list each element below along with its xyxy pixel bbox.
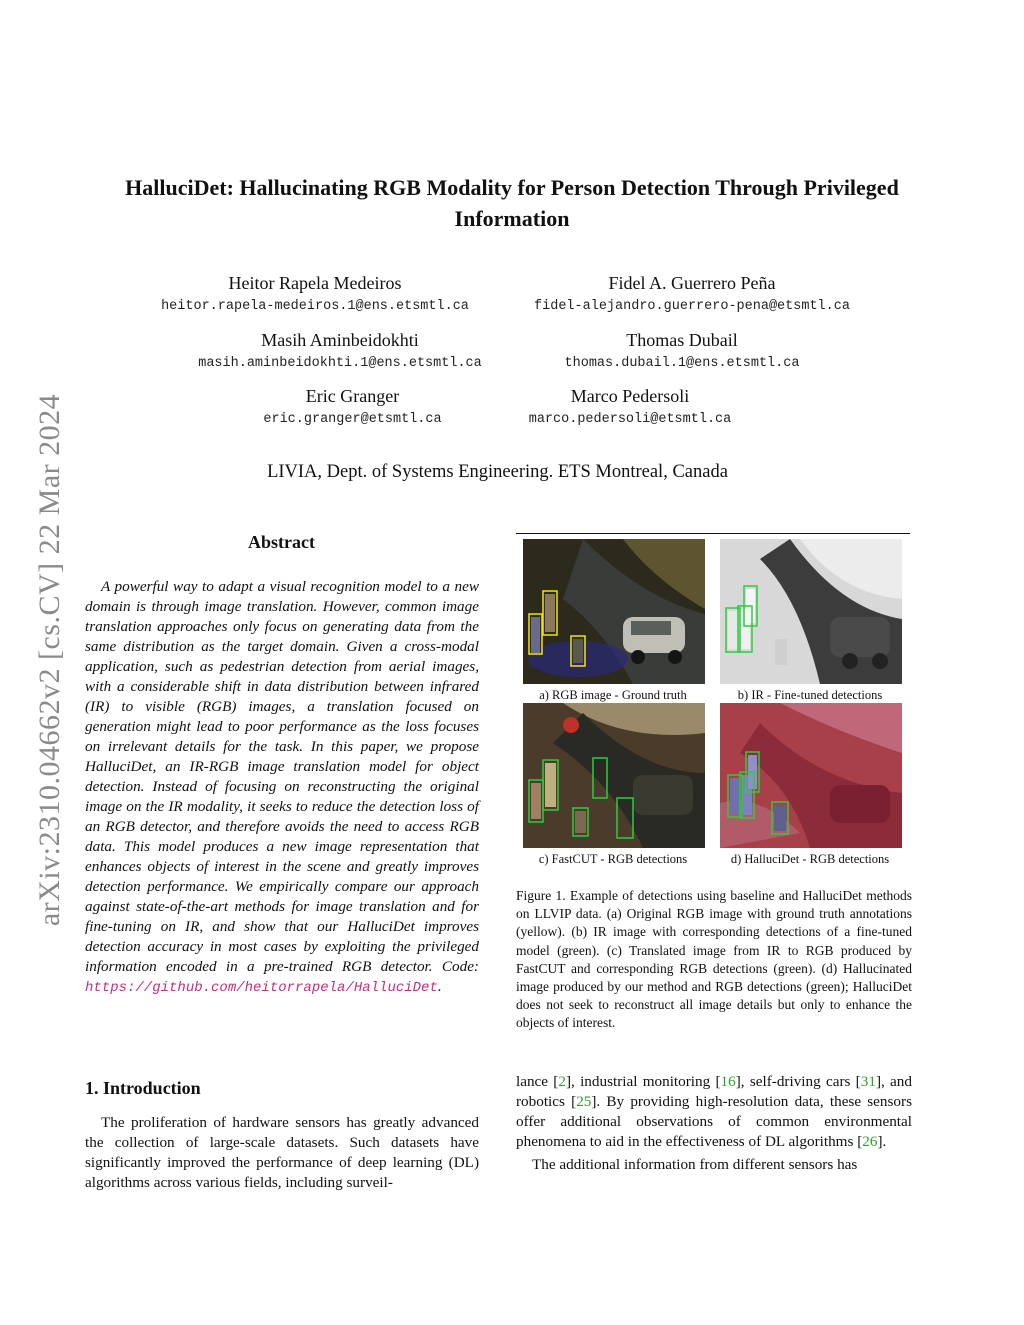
citation-link[interactable]: 31 [860, 1073, 876, 1090]
figure-panel-fastcut [523, 703, 705, 848]
affiliation: LIVIA, Dept. of Systems Engineering. ETS Montreal, Canada [267, 462, 728, 482]
author-name: Thomas Dubail [626, 330, 738, 350]
subcaption-a: a) RGB image - Ground truth [539, 688, 687, 702]
figure-caption: Figure 1. Example of detections using baseline and HalluciDet methods on LLVIP data. (a) Original RGB image with ground truth annotations (yellow). (b) IR image with corresponding detections of a fine-tuned model (green). (c) Translated image from IR to RGB produced by FastCUT and corresponding RGB detections (green). (d) Hallucinated image produced by our method and RGB detections (green); HalluciDet does not seek to reconstruct all image details but only to enhance the objects of interest. [516, 888, 912, 1031]
author-email: fidel-alejandro.guerrero-pena@etsmtl.ca [534, 299, 850, 314]
code-link[interactable]: https://github.com/heitorrapela/HalluciDet [85, 980, 438, 996]
intro-paragraph: lance [2], industrial monitoring [16], self-driving cars [31], and robotics [25]. By providing high-resolution data, these sensors offer additional observations of common environmental phenomena to aid in the effectiveness of DL algorithms [26]. [516, 1073, 912, 1150]
author-block-2 [512, 271, 872, 319]
abstract-body [85, 577, 479, 998]
subcaption-d: d) HalluciDet - RGB detections [730, 852, 890, 866]
figure-panel-hallucidet [720, 703, 902, 848]
figure-panel-rgb-ground-truth [523, 539, 705, 684]
author-block-5 [240, 384, 465, 432]
author-email: thomas.dubail.1@ens.etsmtl.ca [564, 356, 800, 371]
paper-title: HalluciDet: Hallucinating RGB Modality for Person Detection Through Privileged Information [125, 175, 899, 231]
citation-link[interactable]: 16 [720, 1073, 736, 1090]
author-name: Masih Aminbeidokhti [261, 330, 419, 350]
author-name: Fidel A. Guerrero Peña [608, 273, 776, 293]
author-name: Heitor Rapela Medeiros [228, 273, 402, 293]
citation-link[interactable]: 25 [576, 1093, 592, 1110]
abstract-heading: Abstract [248, 532, 315, 552]
author-block-6 [514, 384, 746, 432]
author-email: masih.aminbeidokhti.1@ens.etsmtl.ca [198, 356, 482, 371]
author-block-1 [160, 271, 470, 319]
author-name: Marco Pedersoli [570, 386, 690, 406]
author-email: eric.granger@etsmtl.ca [263, 412, 442, 427]
figure-panel-ir-finetuned [720, 539, 902, 684]
abstract-text: A powerful way to adapt a visual recognition model to a new domain is through image translation. However, common image translation approaches only focus on generating data from the same distribution as the target domain. Given a cross-modal application, such as pedestrian detection from aerial images, with a considerable shift in data distribution between infrared (IR) to visible (RGB) images, a translation focused on generation might lead to poor performance as the loss focuses on irrelevant details for the task. In this paper, we propose HalluciDet, an IR-RGB image translation model for object detection. Instead of focusing on reconstructing the original image on the IR modality, it seeks to reduce the detection loss of an RGB detector, and therefore avoids the need to access RGB data. This model produces a new image representation that enhances objects of interest in the scene and greatly improves detection performance. We empirically compare our approach against state-of-the-art methods for image translation and for fine-tuning on IR, and show that our HalluciDet improves detection accuracy in most cases by exploiting the privileged information encoded in a pre-trained RGB detector. Code: [85, 578, 479, 975]
intro-paragraph-2: The additional information from different sensors has [532, 1156, 858, 1173]
arxiv-identifier [32, 350, 68, 970]
figure-top-rule [516, 533, 910, 534]
arxiv-identifier-text: arXiv:2310.04662v2 [cs.CV] 22 Mar 2024 [33, 393, 66, 927]
intro-body: The proliferation of hardware sensors has greatly advanced the collection of large-scale datasets. Such datasets have significantly improved the performance of deep learning (DL) algorithms across various fields, including surveil- [85, 1114, 479, 1191]
author-block-4 [542, 328, 822, 376]
intro-continued [516, 1072, 912, 1175]
citation-link[interactable]: 2 [558, 1073, 566, 1090]
intro-heading: 1. Introduction [85, 1078, 201, 1098]
citation-link[interactable]: 26 [862, 1133, 878, 1150]
author-email: heitor.rapela-medeiros.1@ens.etsmtl.ca [161, 299, 469, 314]
abstract-end: . [437, 978, 442, 995]
author-email: marco.pedersoli@etsmtl.ca [528, 412, 732, 427]
author-block-3 [175, 328, 505, 376]
subcaption-c: c) FastCUT - RGB detections [538, 852, 688, 866]
author-name: Eric Granger [305, 386, 400, 406]
subcaption-b: b) IR - Fine-tuned detections [737, 688, 883, 702]
